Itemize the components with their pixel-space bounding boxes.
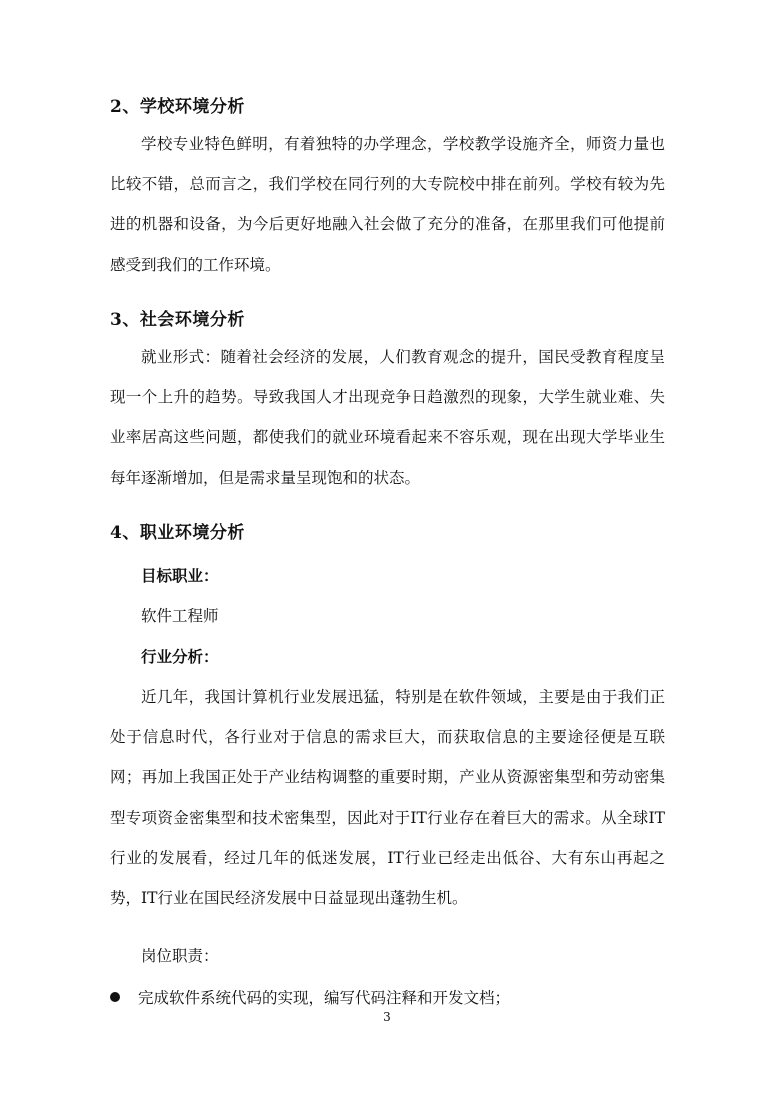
- page-number: 3: [383, 1010, 391, 1024]
- industry-analysis-label: 行业分析：: [141, 647, 219, 666]
- list-item-text: 完成软件系统代码的实现，编写代码注释和开发文档；: [138, 989, 511, 1007]
- paragraph-school: 学校专业特色鲜明，有着独特的办学理念，学校教学设施齐全，师资力量也比较不错，总而言之，我们学校在同行列的大专院校中排在前列。学校有较为先进的机器和设备，为今后更好地融入社会做了充分的准备，在那里我们可他提前感受到我们的工作环境。: [110, 135, 665, 274]
- bullet-icon: [110, 992, 120, 1002]
- section-heading-career: 4、职业环境分析: [110, 523, 245, 543]
- target-job-value: 软件工程师: [141, 607, 219, 625]
- target-job-label: 目标职业：: [141, 566, 219, 585]
- duties-label: 岗位职责：: [141, 947, 219, 965]
- paragraph-society: 就业形式：随着社会经济的发展，人们教育观念的提升，国民受教育程度呈现一个上升的趋势。导致我国人才出现竞争日趋激烈的现象，大学生就业难、失业率居高这些问题，都使我们的就业环境看起来不容乐观，现在出现大学毕业生每年逐渐增加，但是需求量呈现饱和的状态。: [110, 348, 665, 487]
- section-heading-school: 2、学校环境分析: [110, 97, 245, 117]
- section-heading-society: 3、社会环境分析: [110, 310, 245, 330]
- paragraph-industry: 近几年，我国计算机行业发展迅猛，特别是在软件领域，主要是由于我们正处于信息时代，各行业对于信息的需求巨大，而获取信息的主要途径便是互联网；再加上我国正处于产业结构调整的重要时期，产业从资源密集型和劳动密集型专项资金密集型和技术密集型，因此对于IT行业存在着巨大的需求。从全球IT行业的发展看，经过几年的低迷发展，IT行业已经走出低谷、大有东山再起之势，IT行业在国民经济发展中日益显现出蓬勃生机。: [110, 688, 665, 908]
- list-item: [110, 986, 510, 1008]
